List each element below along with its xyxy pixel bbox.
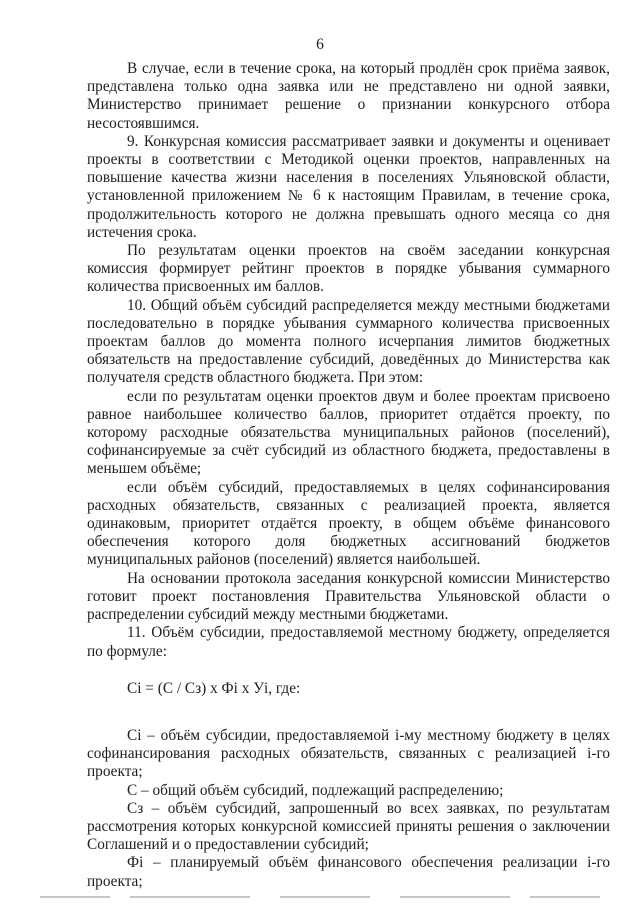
paragraph: 11. Объём субсидии, предоставляемой местному бюджету, определяется по формуле: <box>87 624 610 660</box>
paragraph: По результатам оценки проектов на своём заседании конкурсная комиссия формирует рейтинг проектов в порядке убывания суммарного количества присвоенных им баллов. <box>87 242 610 296</box>
scan-edge-marks <box>0 894 640 900</box>
paragraph: 9. Конкурсная комиссия рассматривает заявки и документы и оценивает проекты в соответствии с Методикой оценки проектов, направленных на повышение качества жизни населения в поселениях Ульяновской области, установленной приложением № 6 к настоящим Правилам, в течение срока, продолжительность которого не должна превышать одного месяца со дня истечения срока. <box>87 132 610 241</box>
definition: С – общий объём субсидий, подлежащий распределению; <box>127 781 504 799</box>
document-body <box>87 60 610 891</box>
paragraph: если объём субсидий, предоставляемых в целях софинансирования расходных обязательств, связанных с реализацией проекта, является одинаковым, приоритет отдаётся проекту, в общем объёме финансового обеспечения которого доля бюджетных ассигнований бюджетов муниципальных районов (поселений) является наибольшей. <box>87 478 610 569</box>
definition: Фi – планируемый объём финансового обеспечения реализации i-го проекта; <box>87 854 610 890</box>
definition: Сз – объём субсидий, запрошенный во всех заявках, по результатам рассмотрения которых конкурсной комиссией приняты решения о заключении Соглашений и о предоставлении субсидий; <box>87 799 610 854</box>
paragraph: В случае, если в течение срока, на который продлён срок приёма заявок, представлена только одна заявка или не представлено ни одной заявки, Министерство принимает решение о признании конкурсного отбора несостоявшимся. <box>87 60 610 132</box>
formula: Ci = (С / Сз) х Фi х Уi, где: <box>127 679 301 697</box>
paragraph: На основании протокола заседания конкурсной комиссии Министерство готовит проект постановления Правительства Ульяновской области о распределении субсидий между местными бюджетами. <box>87 569 610 624</box>
page-number: 6 <box>316 36 324 53</box>
paragraph: 10. Общий объём субсидий распределяется между местными бюджетами последовательно в порядке убывания суммарного количества присвоенных проектам баллов до момента полного исчерпания лимитов бюджетных обязательств на предоставление субсидий, доведённых до Министерства как получателя средств областного бюджета. При этом: <box>87 296 610 387</box>
paragraph: если по результатам оценки проектов двум и более проектам присвоено равное наибольшее количество баллов, приоритет отдаётся проекту, по которому расходные обязательства муниципальных районов (поселений), софинансируемые за счёт субсидий из областного бюджета, предоставлены в меньшем объёме; <box>87 387 610 478</box>
definition: Ci – объём субсидии, предоставляемой i-му местному бюджету в целях софинансирования расходных обязательств, связанных с реализацией i-го проекта; <box>87 726 610 781</box>
